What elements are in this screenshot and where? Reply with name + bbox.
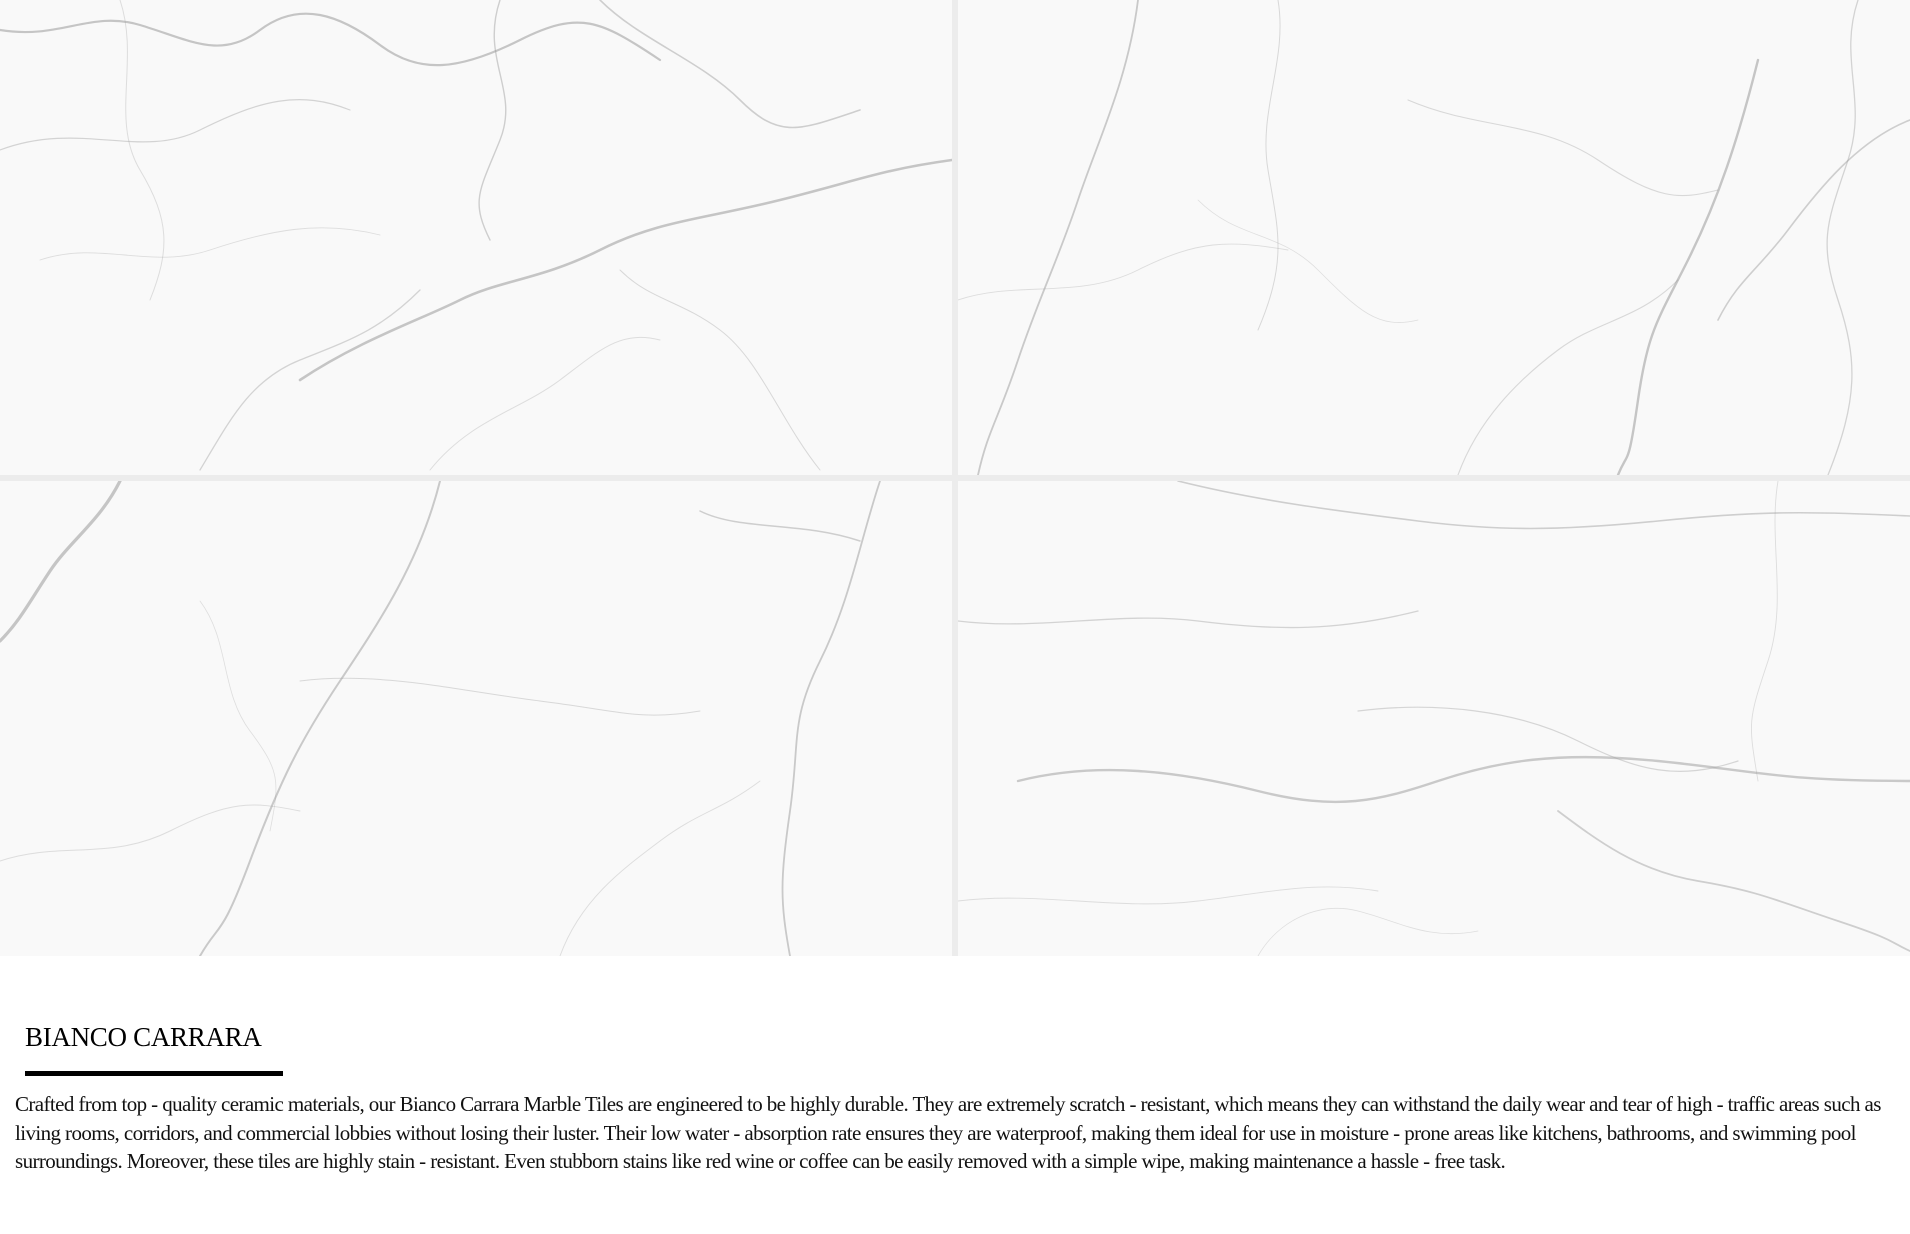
marble-tile-image-2: [958, 0, 1910, 475]
product-description: Crafted from top - quality ceramic materials, our Bianco Carrara Marble Tiles are engineered to be highly durable. They are extremely scratch - resistant, which means they can withstand the daily wear and tear of high - traffic areas such as living rooms, corridors, and commercial lobbies without losing their luster. Their low water - absorption rate ensures they are waterproof, making them ideal for use in moisture - prone areas like kitchens, bathrooms, and swimming pool surroundings. Moreover, these tiles are highly stain - resistant. Even stubborn stains like red wine or coffee can be easily removed with a simple wipe, making maintenance a hassle - free task.: [15, 1092, 1881, 1173]
title-underline: [25, 1071, 283, 1076]
marble-tile-image-4: [958, 481, 1910, 956]
marble-tile-image-1: [0, 0, 952, 475]
marble-tile-image-3: [0, 481, 952, 956]
product-title: BIANCO CARRARA: [25, 1022, 262, 1052]
